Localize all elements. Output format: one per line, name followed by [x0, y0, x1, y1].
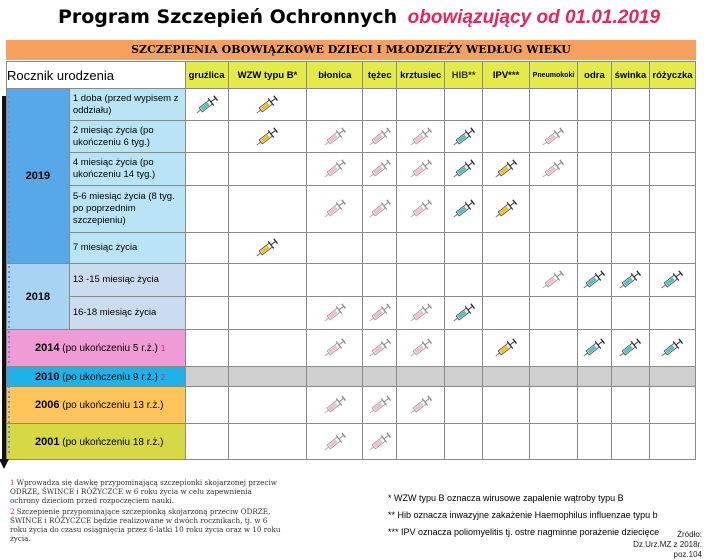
vaccine-cell	[307, 153, 363, 186]
syringe-icon	[406, 197, 436, 221]
vaccine-header: WZW typu B*	[228, 62, 307, 89]
vaccine-cell	[185, 330, 228, 367]
vaccine-cell	[445, 297, 483, 330]
source-label: Źródło:	[677, 530, 702, 539]
vaccine-cell	[611, 424, 649, 460]
vaccine-cell	[445, 330, 483, 367]
table-row	[7, 233, 696, 264]
vaccine-cell	[397, 367, 445, 387]
vaccine-cell	[445, 264, 483, 297]
vaccine-cell	[611, 367, 649, 387]
vaccine-cell	[307, 121, 363, 153]
syringe-icon	[657, 268, 687, 292]
syringe-icon	[491, 197, 521, 221]
vaccine-cell	[577, 387, 611, 424]
vaccine-cell	[363, 367, 397, 387]
vaccine-header: różyczka	[649, 62, 695, 89]
vaccine-cell	[397, 264, 445, 297]
vaccine-cell	[363, 121, 397, 153]
vaccine-cell	[397, 153, 445, 186]
vaccine-cell	[363, 153, 397, 186]
vaccine-cell	[445, 387, 483, 424]
vaccine-cell	[307, 186, 363, 233]
age-cell: 4 miesiąc życia (po ukończeniu 14 tyg.)	[69, 153, 185, 186]
syringe-icon	[365, 301, 395, 325]
vaccine-cell	[611, 89, 649, 121]
table-row	[7, 153, 696, 186]
footnote-mark: 1	[160, 344, 166, 353]
cohort-cell	[7, 330, 186, 367]
footnote-1: 1 Wprowadza się dawkę przypominającą szczepionki skojarzonej przeciw ODRZE, ŚWINCE i RÓŻYCZCE w 6 roku życia w celu zapewnienia ochrony dzieciom przed rozpoczęciem nauki.	[10, 478, 277, 505]
syringe-icon	[406, 125, 436, 149]
vaccine-header: odra	[577, 62, 611, 89]
vaccine-cell	[363, 387, 397, 424]
vaccine-cell	[397, 387, 445, 424]
vaccine-cell	[363, 264, 397, 297]
syringe-icon	[406, 301, 436, 325]
vaccine-cell	[397, 186, 445, 233]
cohort-year: 2006	[35, 399, 60, 411]
source-ref: Dz.Urz.MZ z 2018r. poz.104	[633, 540, 702, 559]
vaccine-cell	[185, 387, 228, 424]
vaccine-cell	[397, 330, 445, 367]
cohort-note: (po ukończeniu 18 r.ż.)	[62, 436, 164, 448]
vaccine-cell	[397, 121, 445, 153]
year-cell: 2018	[7, 264, 70, 330]
vaccine-cell	[228, 387, 307, 424]
syringe-icon	[406, 393, 436, 417]
syringe-icon	[615, 268, 645, 292]
footnote-mark: 1	[10, 478, 15, 487]
vaccine-cell	[577, 233, 611, 264]
syringe-icon	[252, 125, 282, 149]
vaccine-cell	[307, 367, 363, 387]
vaccine-cell	[577, 89, 611, 121]
vaccine-cell	[649, 186, 695, 233]
vaccine-header: gruźlica	[185, 62, 228, 89]
age-cell: 1 doba (przed wypisem z oddziału)	[69, 89, 185, 121]
syringe-icon	[491, 336, 521, 360]
banner: SZCZEPIENIA OBOWIĄZKOWE DZIECI I MŁODZIEŻY WEDŁUG WIEKU	[6, 40, 696, 60]
vaccine-cell	[611, 233, 649, 264]
vaccine-cell	[397, 89, 445, 121]
vaccine-header: Pneumokoki	[530, 62, 578, 89]
vaccine-cell	[483, 264, 530, 297]
vaccine-cell	[530, 121, 578, 153]
syringe-icon	[615, 336, 645, 360]
vaccine-cell	[577, 424, 611, 460]
vaccine-cell	[445, 89, 483, 121]
syringe-icon	[449, 197, 479, 221]
vaccine-cell	[397, 424, 445, 460]
year-cell: 2019	[7, 89, 70, 264]
syringe-icon	[449, 301, 479, 325]
vaccine-cell	[185, 186, 228, 233]
table-row	[7, 89, 696, 121]
vaccine-cell	[649, 367, 695, 387]
syringe-icon	[365, 125, 395, 149]
footnote-mark: 2	[160, 372, 166, 382]
vaccine-cell	[530, 330, 578, 367]
vaccine-cell	[611, 264, 649, 297]
cohort-note: (po ukończeniu 13 r.ż.)	[62, 400, 164, 411]
vaccine-cell	[611, 153, 649, 186]
vaccine-cell	[228, 264, 307, 297]
vaccine-cell	[185, 367, 228, 387]
vaccine-cell	[611, 387, 649, 424]
vaccine-cell	[228, 233, 307, 264]
syringe-icon	[320, 430, 350, 454]
vaccine-cell	[228, 367, 307, 387]
syringe-icon	[320, 301, 350, 325]
source	[612, 530, 702, 560]
vaccine-cell	[611, 297, 649, 330]
vaccine-cell	[307, 387, 363, 424]
cohort-cell	[7, 367, 186, 387]
syringe-icon	[657, 336, 687, 360]
vaccine-header: IPV***	[483, 62, 530, 89]
vaccination-table	[6, 61, 696, 460]
syringe-icon	[365, 430, 395, 454]
vaccine-cell	[530, 264, 578, 297]
vaccine-cell	[611, 186, 649, 233]
syringe-icon	[252, 93, 282, 117]
vaccine-cell	[611, 121, 649, 153]
vaccine-cell	[577, 367, 611, 387]
vaccine-cell	[577, 330, 611, 367]
vaccine-cell	[307, 264, 363, 297]
table-row	[7, 367, 696, 387]
vaccine-cell	[445, 153, 483, 186]
footnote-wzw: * WZW typu B oznacza wirusowe zapalenie wątroby typu B	[388, 493, 624, 503]
vaccine-cell	[397, 233, 445, 264]
page-title	[0, 6, 718, 29]
syringe-icon	[538, 125, 568, 149]
vaccine-cell	[483, 153, 530, 186]
vaccine-cell	[445, 233, 483, 264]
syringe-icon	[365, 157, 395, 181]
title-valid-from: obowiązujący od 01.01.2019	[407, 7, 661, 28]
vaccine-cell	[307, 89, 363, 121]
vaccine-cell	[307, 297, 363, 330]
age-cell: 7 miesiąc życia	[69, 233, 185, 264]
syringe-icon	[365, 197, 395, 221]
footnote-2: 2 Szczepienie przypominające szczepionką skojarzoną przeciw ODRZE, ŚWINCE i RÓŻYCZCE będzie realizowane w dwóch rocznikach, tj. w 6 roku życia do czasu osiągnięcia przez 6-latki 10 roku życia oraz w 10 roku życia.	[10, 507, 281, 543]
vaccine-cell	[530, 367, 578, 387]
syringe-icon	[579, 268, 609, 292]
vaccine-cell	[483, 233, 530, 264]
footnotes-left	[10, 478, 282, 545]
age-cell: 2 miesiąc życia (po ukończeniu 6 tyg.)	[69, 121, 185, 153]
syringe-icon	[320, 197, 350, 221]
table-row	[7, 264, 696, 297]
syringe-icon	[538, 268, 568, 292]
vaccine-cell	[649, 330, 695, 367]
vaccine-cell	[445, 121, 483, 153]
vaccine-cell	[228, 297, 307, 330]
vaccine-cell	[397, 297, 445, 330]
syringe-icon	[449, 157, 479, 181]
vaccine-cell	[363, 89, 397, 121]
footnote-hib: ** Hib oznacza inwazyjne zakażenie Haemophilus influenzae typu b	[388, 510, 658, 520]
vaccine-header: krztusiec	[397, 62, 445, 89]
vaccine-cell	[445, 367, 483, 387]
age-cell: 16-18 miesiąc życia	[69, 297, 185, 330]
vaccine-cell	[483, 367, 530, 387]
row-header-label: Rocznik urodzenia	[7, 62, 186, 89]
vaccine-cell	[307, 233, 363, 264]
syringe-icon	[491, 157, 521, 181]
vaccine-cell	[649, 121, 695, 153]
timeline-arrowhead	[0, 459, 9, 469]
vaccine-cell	[649, 233, 695, 264]
vaccine-cell	[530, 233, 578, 264]
vaccine-cell	[363, 186, 397, 233]
vaccine-cell	[228, 424, 307, 460]
syringe-icon	[406, 157, 436, 181]
vaccine-cell	[445, 424, 483, 460]
vaccine-cell	[483, 121, 530, 153]
table-row	[7, 297, 696, 330]
vaccine-cell	[483, 424, 530, 460]
vaccine-cell	[445, 186, 483, 233]
syringe-icon	[579, 336, 609, 360]
vaccine-cell	[363, 297, 397, 330]
syringe-icon	[365, 336, 395, 360]
vaccine-cell	[530, 387, 578, 424]
vaccine-cell	[307, 424, 363, 460]
vaccine-cell	[307, 330, 363, 367]
title-main: Program Szczepień Ochronnych	[57, 6, 398, 28]
vaccine-cell	[530, 89, 578, 121]
timeline-dots	[8, 96, 10, 456]
vaccine-cell	[577, 297, 611, 330]
vaccine-cell	[228, 121, 307, 153]
table-row	[7, 121, 696, 153]
vaccine-cell	[228, 153, 307, 186]
syringe-icon	[449, 125, 479, 149]
vaccine-cell	[530, 186, 578, 233]
vaccine-cell	[577, 186, 611, 233]
schedule-frame	[6, 40, 696, 474]
vaccine-cell	[483, 330, 530, 367]
syringe-icon	[320, 125, 350, 149]
vaccine-cell	[530, 424, 578, 460]
vaccine-cell	[649, 264, 695, 297]
cohort-note: (po ukończeniu 9 r.ż.)	[62, 371, 158, 383]
vaccine-cell	[185, 424, 228, 460]
age-cell: 13 -15 miesiąc życia	[69, 264, 185, 297]
table-row	[7, 330, 696, 367]
syringe-icon	[320, 157, 350, 181]
age-cell: 5-6 miesiąc życia (8 tyg. po poprzednim szczepieniu)	[69, 186, 185, 233]
vaccine-cell	[483, 387, 530, 424]
table-row	[7, 387, 696, 424]
vaccine-header: świnka	[611, 62, 649, 89]
timeline-arrow	[2, 96, 6, 459]
vaccine-cell	[483, 89, 530, 121]
table-row	[7, 186, 696, 233]
syringe-icon	[252, 236, 282, 260]
syringe-icon	[320, 336, 350, 360]
vaccine-cell	[185, 264, 228, 297]
vaccine-cell	[483, 297, 530, 330]
vaccine-cell	[185, 153, 228, 186]
syringe-icon	[365, 393, 395, 417]
syringe-icon	[192, 93, 222, 117]
vaccine-cell	[649, 89, 695, 121]
cohort-year: 2001	[35, 435, 60, 448]
footnote-ipv: *** IPV oznacza poliomyelitis tj. ostre nagminne porażenie dziecięce	[388, 527, 660, 537]
vaccine-cell	[649, 297, 695, 330]
cohort-year: 2014	[35, 342, 60, 354]
vaccine-cell	[363, 424, 397, 460]
vaccine-cell	[363, 233, 397, 264]
vaccine-header: tężec	[363, 62, 397, 89]
header-row	[7, 62, 696, 89]
vaccine-cell	[649, 387, 695, 424]
cohort-year: 2010	[35, 370, 60, 383]
cohort-cell	[7, 424, 186, 460]
vaccine-cell	[228, 330, 307, 367]
vaccine-header: błonica	[307, 62, 363, 89]
syringe-icon	[406, 336, 436, 360]
cohort-cell	[7, 387, 186, 424]
vaccine-cell	[530, 153, 578, 186]
vaccine-cell	[185, 121, 228, 153]
vaccine-cell	[185, 233, 228, 264]
vaccine-cell	[363, 330, 397, 367]
vaccine-cell	[530, 297, 578, 330]
vaccine-cell	[228, 89, 307, 121]
syringe-icon	[320, 393, 350, 417]
vaccine-cell	[649, 153, 695, 186]
vaccine-cell	[185, 297, 228, 330]
cohort-note: (po ukończeniu 5 r.ż.)	[62, 343, 158, 354]
vaccine-header: HIB**	[445, 62, 483, 89]
vaccine-cell	[577, 264, 611, 297]
vaccine-cell	[483, 186, 530, 233]
vaccine-cell	[577, 121, 611, 153]
vaccine-cell	[649, 424, 695, 460]
footnote-mark: 2	[10, 507, 15, 516]
vaccine-cell	[611, 330, 649, 367]
syringe-icon	[538, 157, 568, 181]
table-row	[7, 424, 696, 460]
vaccine-cell	[185, 89, 228, 121]
vaccine-cell	[228, 186, 307, 233]
vaccine-cell	[577, 153, 611, 186]
